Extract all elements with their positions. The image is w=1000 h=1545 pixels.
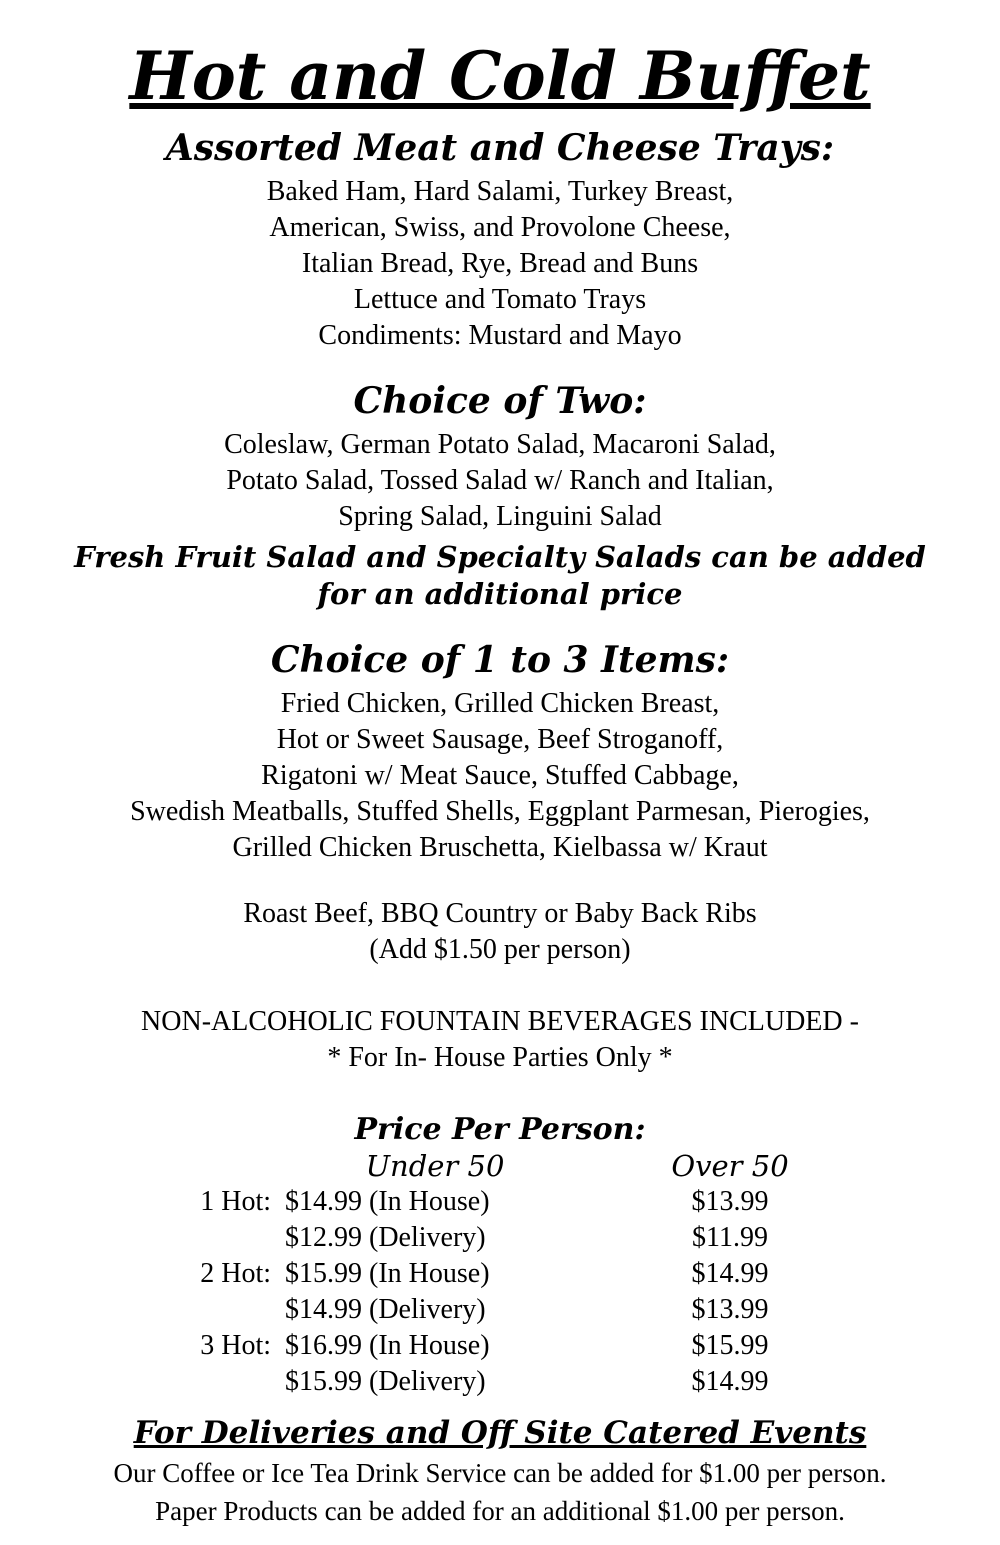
meat-cheese-heading: Assorted Meat and Cheese Trays: bbox=[165, 126, 835, 169]
menu-line: Baked Ham, Hard Salami, Turkey Breast, bbox=[266, 175, 734, 207]
menu-line: Swedish Meatballs, Stuffed Shells, Eggplant Parmesan, Pierogies, bbox=[130, 796, 870, 828]
price-table bbox=[185, 1148, 815, 1400]
premium-items-line: Roast Beef, BBQ Country or Baby Back Ribs bbox=[243, 898, 757, 930]
price-row-label bbox=[185, 1364, 285, 1400]
price-col-over-50: Over 50 bbox=[671, 1149, 789, 1184]
price-over-value: $14.99 bbox=[691, 1258, 769, 1290]
price-row-label bbox=[185, 1292, 285, 1328]
menu-line: Spring Salad, Linguini Salad bbox=[338, 500, 662, 532]
price-row-label: 2 Hot: bbox=[200, 1258, 271, 1290]
price-over-value: $13.99 bbox=[691, 1294, 769, 1326]
menu-line: American, Swiss, and Provolone Cheese, bbox=[269, 211, 731, 243]
premium-items-block bbox=[0, 896, 1000, 968]
menu-line: Condiments: Mustard and Mayo bbox=[318, 319, 682, 351]
price-row-label: 1 Hot: bbox=[200, 1186, 271, 1218]
price-per-person-heading: Price Per Person: bbox=[354, 1112, 646, 1148]
price-under-value: $12.99 (Delivery) bbox=[285, 1222, 486, 1254]
menu-line: Potato Salad, Tossed Salad w/ Ranch and Italian, bbox=[226, 464, 774, 496]
price-row bbox=[185, 1220, 815, 1256]
price-row bbox=[185, 1364, 815, 1400]
price-under-value: $15.99 (Delivery) bbox=[285, 1366, 486, 1398]
section-choice-of-items bbox=[0, 639, 1000, 968]
price-row-label: 3 Hot: bbox=[200, 1330, 271, 1362]
price-row bbox=[185, 1184, 815, 1220]
price-over-value: $15.99 bbox=[691, 1330, 769, 1362]
price-over-value: $11.99 bbox=[692, 1222, 768, 1254]
section-meat-cheese bbox=[0, 127, 1000, 354]
salad-addon-note: for an additional price bbox=[317, 576, 683, 611]
section-pricing bbox=[0, 1112, 1000, 1400]
section-beverages bbox=[0, 1004, 1000, 1076]
section-choice-of-two bbox=[0, 380, 1000, 613]
menu-line: Hot or Sweet Sausage, Beef Stroganoff, bbox=[276, 724, 724, 756]
coffee-tea-addon-line: Our Coffee or Ice Tea Drink Service can be added for $1.00 per person. bbox=[113, 1458, 887, 1489]
section-deliveries bbox=[0, 1414, 1000, 1530]
price-col-under-50: Under 50 bbox=[365, 1149, 505, 1184]
choice-of-items-heading: Choice of 1 to 3 Items: bbox=[270, 638, 730, 681]
paper-products-addon-line: Paper Products can be added for an additional $1.00 per person. bbox=[155, 1496, 845, 1527]
price-under-value: $16.99 (In House) bbox=[285, 1330, 490, 1362]
price-table-header-row bbox=[185, 1148, 815, 1184]
price-under-value: $15.99 (In House) bbox=[285, 1258, 490, 1290]
price-row bbox=[185, 1256, 815, 1292]
menu-line: Grilled Chicken Bruschetta, Kielbassa w/ Kraut bbox=[232, 832, 768, 864]
salad-addon-note: Fresh Fruit Salad and Specialty Salads can be added bbox=[74, 539, 926, 574]
price-row bbox=[185, 1328, 815, 1364]
price-row-label bbox=[185, 1220, 285, 1256]
price-over-value: $13.99 bbox=[691, 1186, 769, 1218]
price-over-value: $14.99 bbox=[691, 1366, 769, 1398]
premium-items-surcharge: (Add $1.50 per person) bbox=[369, 934, 631, 966]
deliveries-heading: For Deliveries and Off Site Catered Events bbox=[133, 1415, 867, 1452]
menu-line: Italian Bread, Rye, Bread and Buns bbox=[301, 247, 699, 279]
menu-line: Rigatoni w/ Meat Sauce, Stuffed Cabbage, bbox=[261, 760, 739, 792]
price-col-spacer bbox=[185, 1148, 285, 1184]
menu-line: Fried Chicken, Grilled Chicken Breast, bbox=[280, 688, 720, 720]
in-house-only-note: * For In- House Parties Only * bbox=[327, 1042, 673, 1074]
price-under-value: $14.99 (Delivery) bbox=[285, 1294, 486, 1326]
price-under-value: $14.99 (In House) bbox=[285, 1186, 490, 1218]
menu-line: Lettuce and Tomato Trays bbox=[353, 283, 647, 315]
menu-line: Coleslaw, German Potato Salad, Macaroni Salad, bbox=[224, 428, 776, 460]
page-title: Hot and Cold Buffet bbox=[129, 37, 871, 115]
beverages-included-line: NON-ALCOHOLIC FOUNTAIN BEVERAGES INCLUDED - bbox=[141, 1006, 859, 1038]
choice-of-two-heading: Choice of Two: bbox=[353, 379, 647, 422]
price-row bbox=[185, 1292, 815, 1328]
